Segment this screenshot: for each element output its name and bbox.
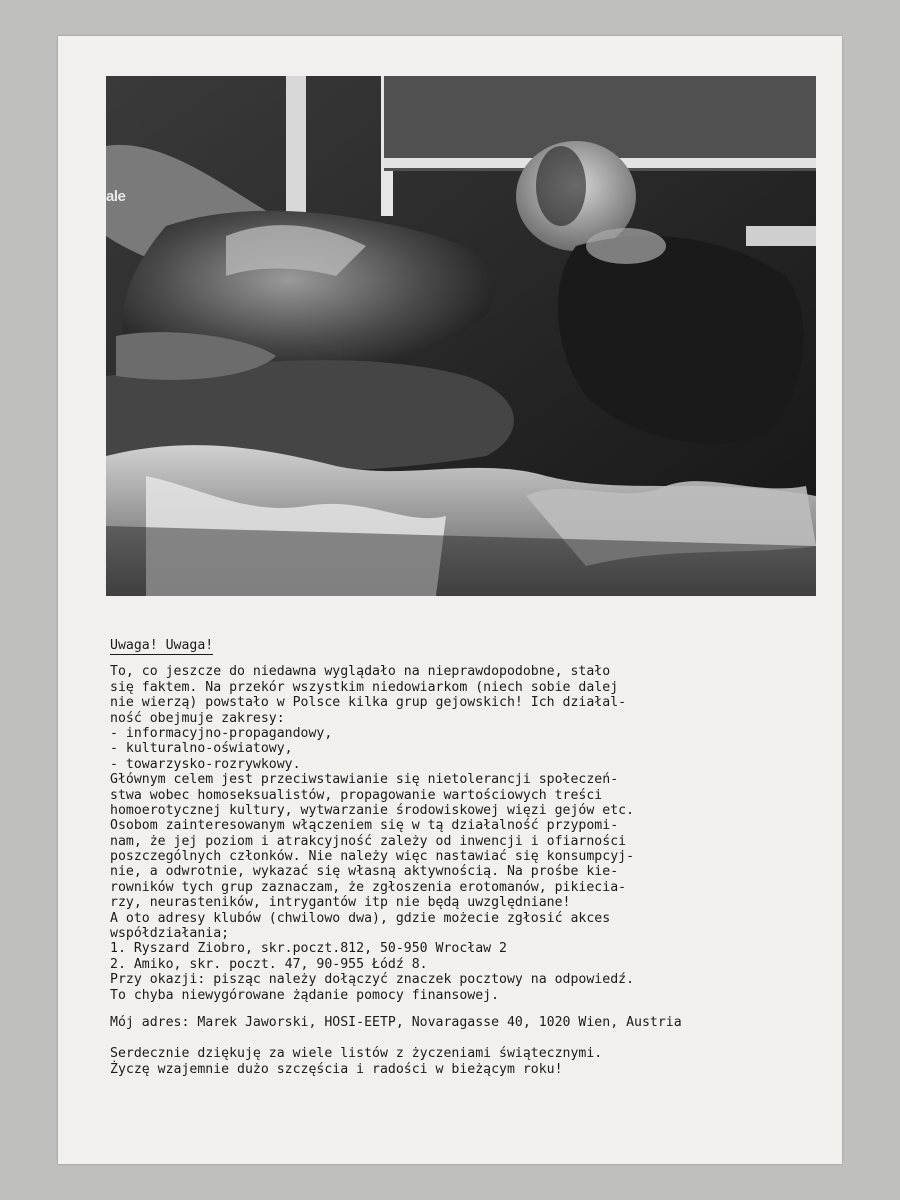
text-line: Osobom zainteresowanym włączeniem się w tą działalność przypomi- xyxy=(110,818,619,834)
club-address-line: 2. Amiko, skr. poczt. 47, 90-955 Łódź 8. xyxy=(110,956,428,972)
spacer xyxy=(110,1030,810,1046)
author-address: Mój adres: Marek Jaworski, HOSI-EETP, Novaragasse 40, 1020 Wien, Austria xyxy=(110,1015,682,1030)
closing-line: Serdecznie dziękuję za wiele listów z życzeniami świątecznymi. xyxy=(110,1046,603,1062)
text-line: rowników tych grup zaznaczam, że zgłoszenia erotomanów, pikiecia- xyxy=(110,879,627,895)
article-heading: Uwaga! Uwaga! xyxy=(110,638,213,655)
text-line: nie wierzą) powstało w Polsce kilka grup gejowskich! Ich działal- xyxy=(110,695,627,711)
text-line: rzy, neurasteników, intrygantów itp nie będą uwzględniane! xyxy=(110,895,571,911)
text-line: Głównym celem jest przeciwstawianie się nietolerancji społeczeń- xyxy=(110,772,619,788)
text-line: się faktem. Na przekór wszystkim niedowiarkom (niech sobie dalej xyxy=(110,679,619,695)
text-line: ność obejmuje zakresy: xyxy=(110,710,285,726)
club-address-line: 1. Ryszard Ziobro, skr.poczt.812, 50-950 Wrocław 2 xyxy=(110,941,507,957)
text-line: stwa wobec homoseksualistów, propagowanie wartościowych treści xyxy=(110,787,603,803)
list-item: - informacyjno-propagandowy, xyxy=(110,725,333,741)
photo-image xyxy=(106,76,816,596)
text-line: poszczególnych członków. Nie należy więc nastawiać się konsumpcyj- xyxy=(110,849,635,865)
photo-caption-fragment: ale xyxy=(106,188,126,205)
text-line: współdziałania; xyxy=(110,926,230,942)
text-line: homoerotycznej kultury, wytwarzanie środowiskowej więzi gejów etc. xyxy=(110,802,635,818)
list-item: - kulturalno-oświatowy, xyxy=(110,741,293,757)
text-line: A oto adresy klubów (chwilowo dwa), gdzie możecie zgłosić akces xyxy=(110,910,611,926)
text-line: nie, a odwrotnie, wykazać się własną aktywnością. Na prośbe kie- xyxy=(110,864,619,880)
text-line: Przy okazji: pisząc należy dołączyć znaczek pocztowy na odpowiedź. xyxy=(110,972,635,988)
text-line: To, co jeszcze do niedawna wyglądało na nieprawdopodobne, stało xyxy=(110,664,611,680)
article-paragraph xyxy=(110,664,810,1003)
text-line: To chyba niewygórowane żądanie pomocy finansowej. xyxy=(110,987,500,1003)
photograph xyxy=(106,76,816,596)
article-text xyxy=(110,638,810,1077)
closing-line: Życzę wzajemnie dużo szczęścia i radości w bieżącym roku! xyxy=(110,1061,563,1077)
spacer xyxy=(110,1003,810,1015)
text-line: nam, że jej poziom i atrakcyjność zależy od inwencji i ofiarności xyxy=(110,833,627,849)
document-page xyxy=(58,36,842,1164)
list-item: - towarzysko-rozrywkowy. xyxy=(110,756,301,772)
